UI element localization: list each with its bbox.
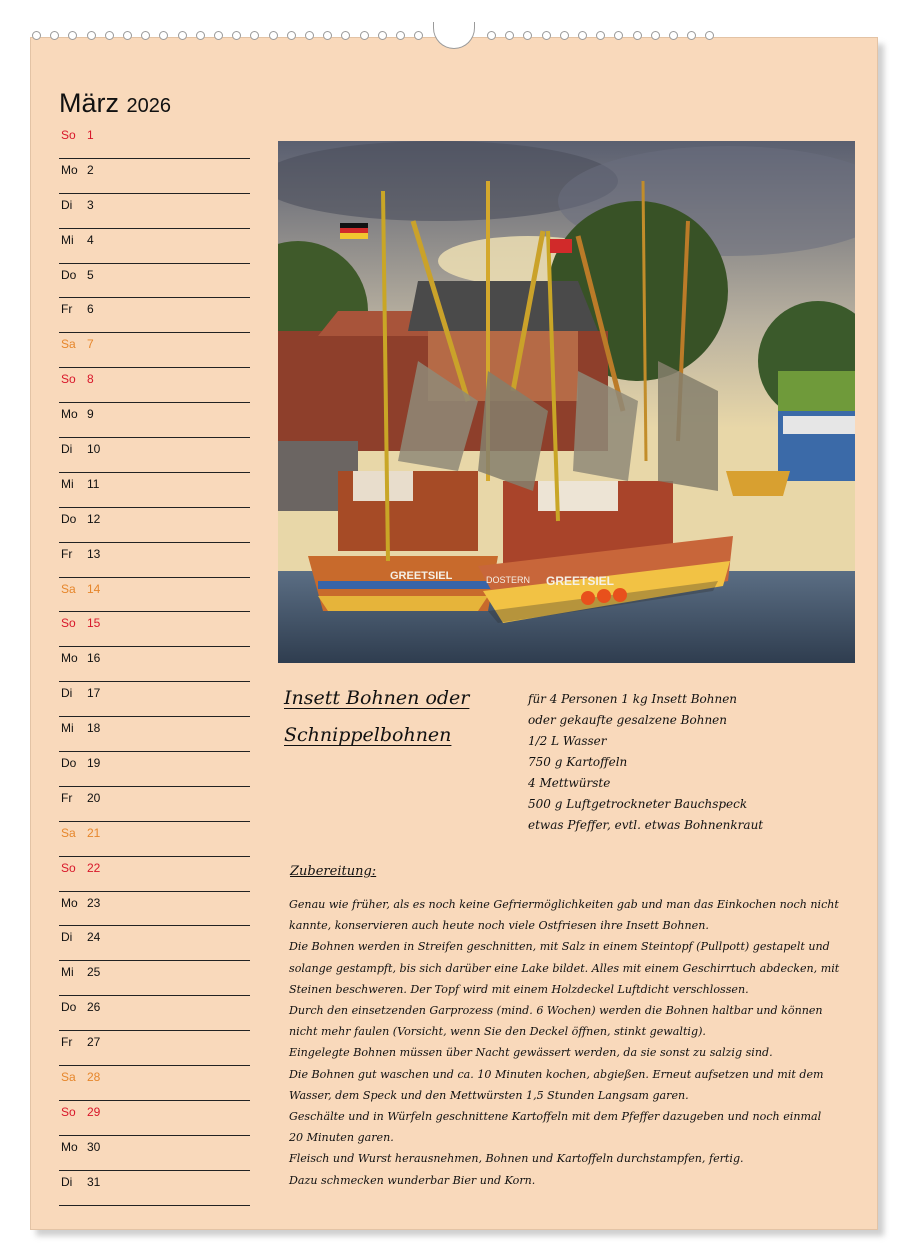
binding-hole	[159, 31, 168, 40]
day-number: 1	[87, 128, 94, 142]
prep-line: Geschälte und in Würfeln geschnittene Kartoffeln mit dem Pfeffer dazugeben und noch einmal	[289, 1110, 822, 1124]
binding-hole	[232, 31, 241, 40]
day-number: 18	[87, 721, 101, 736]
binding-hole	[250, 31, 259, 40]
prep-line: Die Bohnen gut waschen und ca. 10 Minuten kochen, abgießen. Erneut aufsetzen und mit dem	[289, 1067, 824, 1081]
day-number: 19	[87, 756, 101, 771]
binding-hole	[287, 31, 296, 40]
ingredients-list	[528, 689, 763, 836]
day-row	[59, 717, 250, 752]
binding-hole	[178, 31, 187, 40]
day-number: 7	[87, 337, 94, 352]
prep-line: nicht mehr faulen (Vorsicht, wenn Sie den Deckel öffnen, stinkt gewaltig).	[289, 1025, 706, 1039]
prep-line: Die Bohnen werden in Streifen geschnitten, mit Salz in einem Steintopf (Pullpott) gestapelt und	[289, 940, 830, 954]
day-row	[59, 857, 250, 892]
binding-hole	[341, 31, 350, 40]
day-name: Mi	[61, 476, 74, 491]
day-row	[59, 961, 250, 996]
ingredient-line: etwas Pfeffer, evtl. etwas Bohnenkraut	[528, 818, 764, 832]
day-name: Di	[61, 1174, 73, 1189]
recipe-title-line-1: Insett Bohnen oder	[284, 687, 470, 709]
binding-hole	[360, 31, 369, 40]
day-row	[59, 996, 250, 1031]
day-number: 20	[87, 790, 101, 805]
binding-hole	[269, 31, 278, 40]
day-number: 16	[87, 651, 101, 666]
day-row	[59, 1171, 250, 1206]
day-number: 10	[87, 442, 101, 457]
fishing-boats-image	[278, 141, 855, 663]
day-row	[59, 926, 250, 961]
ingredient-line: für 4 Personen 1 kg Insett Bohnen	[528, 692, 738, 706]
day-number: 24	[87, 930, 101, 945]
prep-line: Steinen beschweren. Der Topf wird mit einem Holzdeckel Luftdicht verschlossen.	[289, 982, 749, 996]
day-row	[59, 682, 250, 717]
day-number: 31	[87, 1174, 101, 1189]
binding-hole	[578, 31, 587, 40]
binding-hole	[523, 31, 532, 40]
prep-line: solange gestampft, bis sich darüber eine Lake bildet. Alles mit einem Geschirrtuch abdecken, mit	[289, 961, 840, 975]
day-name: Di	[61, 442, 73, 457]
day-name: Mo	[61, 162, 78, 177]
day-row	[59, 403, 250, 438]
day-row	[59, 1031, 250, 1066]
binding-hole	[614, 31, 623, 40]
day-name: Mi	[61, 232, 74, 247]
prep-line: kannte, konservieren auch heute noch viele Ostfriesen ihre Insett Bohnen.	[289, 919, 709, 933]
ingredient-line: oder gekaufte gesalzene Bohnen	[528, 713, 728, 727]
day-row	[59, 892, 250, 927]
binding-hole	[669, 31, 678, 40]
day-row	[59, 194, 250, 229]
day-name: Mi	[61, 965, 74, 980]
day-name: Do	[61, 1000, 77, 1015]
prep-line: Dazu schmecken wunderbar Bier und Korn.	[289, 1173, 536, 1187]
day-name: Do	[61, 756, 77, 771]
day-name: Di	[61, 686, 73, 701]
ingredient-line: 4 Mettwürste	[528, 776, 611, 790]
day-row	[59, 368, 250, 403]
day-number: 14	[87, 581, 101, 596]
day-name: Sa	[61, 581, 76, 596]
day-number: 29	[87, 1104, 101, 1119]
ingredient-line: 750 g Kartoffeln	[528, 755, 628, 769]
day-number: 15	[87, 616, 101, 631]
day-name: Mi	[61, 721, 74, 736]
day-number: 25	[87, 965, 101, 980]
day-number: 5	[87, 267, 94, 282]
binding-hole	[305, 31, 314, 40]
binding-hole	[87, 31, 96, 40]
day-number: 17	[87, 686, 101, 701]
day-number: 2	[87, 162, 94, 177]
day-name: Fr	[61, 546, 73, 561]
binding-hole	[196, 31, 205, 40]
day-number: 13	[87, 546, 101, 561]
day-name: Fr	[61, 302, 73, 317]
binding-hole	[323, 31, 332, 40]
binding-hole	[105, 31, 114, 40]
ingredient-line: 500 g Luftgetrockneter Bauchspeck	[528, 797, 748, 811]
binding-hole	[633, 31, 642, 40]
month-title	[59, 88, 171, 119]
day-row	[59, 1066, 250, 1101]
day-number: 11	[87, 476, 100, 491]
prep-line: 20 Minuten garen.	[289, 1131, 394, 1145]
prep-line: Durch den einsetzenden Garprozess (mind. 6 Wochen) werden die Bohnen haltbar und können	[289, 1004, 823, 1018]
boat-name-secondary: DOSTERN	[486, 575, 531, 585]
binding-hole	[560, 31, 569, 40]
day-row	[59, 159, 250, 194]
day-name: Di	[61, 197, 73, 212]
day-name: Mo	[61, 407, 78, 422]
day-row	[59, 1136, 250, 1171]
day-row	[59, 543, 250, 578]
month-name: März	[59, 88, 119, 118]
harbor-photo	[278, 141, 855, 663]
binding-hole	[505, 31, 514, 40]
day-row	[59, 473, 250, 508]
day-number: 22	[87, 860, 101, 875]
day-number: 30	[87, 1139, 101, 1154]
day-row	[59, 752, 250, 787]
day-row	[59, 298, 250, 333]
day-row	[59, 612, 250, 647]
binding-hole	[141, 31, 150, 40]
day-number: 26	[87, 1000, 101, 1015]
day-name: Fr	[61, 790, 73, 805]
day-row	[59, 822, 250, 857]
binding-hole	[487, 31, 496, 40]
day-name: So	[61, 128, 76, 142]
day-name: Mo	[61, 651, 78, 666]
binding-hole	[651, 31, 660, 40]
day-row	[59, 1101, 250, 1136]
day-number: 8	[87, 372, 94, 387]
prep-line: Genau wie früher, als es noch keine Gefriermöglichkeiten gab und man das Einkochen noch nicht	[289, 898, 839, 911]
day-name: So	[61, 372, 76, 387]
binding-hole	[542, 31, 551, 40]
prep-line: Fleisch und Wurst herausnehmen, Bohnen und Kartoffeln durchstampfen, fertig.	[289, 1152, 744, 1166]
prep-heading: Zubereitung:	[290, 864, 377, 879]
day-name: So	[61, 1104, 76, 1119]
ingredient-line: 1/2 L Wasser	[528, 734, 607, 748]
day-row	[59, 438, 250, 473]
day-row	[59, 578, 250, 613]
prep-line: Eingelegte Bohnen müssen über Nacht gewässert werden, da sie sonst zu salzig sind.	[289, 1046, 773, 1060]
day-number: 23	[87, 895, 101, 910]
day-name: Mo	[61, 1139, 78, 1154]
day-row	[59, 787, 250, 822]
day-number: 4	[87, 232, 94, 247]
binding-hole	[396, 31, 405, 40]
day-name: Fr	[61, 1035, 73, 1050]
day-row	[59, 333, 250, 368]
binding-hole	[123, 31, 132, 40]
day-name: Sa	[61, 825, 76, 840]
day-number: 9	[87, 407, 94, 422]
day-number: 21	[87, 825, 101, 840]
day-number: 6	[87, 302, 94, 317]
boat-name-right: GREETSIEL	[546, 574, 615, 588]
day-row	[59, 647, 250, 682]
prep-line: Wasser, dem Speck und den Mettwürsten 1,5 Stunden Langsam garen.	[289, 1088, 689, 1102]
day-name: So	[61, 616, 76, 631]
binding-hole	[414, 31, 423, 40]
day-number: 28	[87, 1070, 101, 1085]
binding-hole	[214, 31, 223, 40]
boat-name-left: GREETSIEL	[390, 570, 453, 582]
day-name: Do	[61, 267, 77, 282]
day-name: Do	[61, 511, 77, 526]
binding-hole	[50, 31, 59, 40]
day-name: So	[61, 860, 76, 875]
year-label: 2026	[126, 95, 172, 117]
day-number: 27	[87, 1035, 101, 1050]
prep-text	[289, 894, 851, 1191]
day-name: Sa	[61, 1070, 76, 1085]
day-row	[59, 264, 250, 299]
day-row	[59, 508, 250, 543]
day-row	[59, 124, 250, 159]
day-number: 3	[87, 197, 94, 212]
binding-hole	[687, 31, 696, 40]
day-list	[59, 124, 250, 1206]
binding-hole	[705, 31, 714, 40]
recipe-title-line-2: Schnippelbohnen	[284, 724, 452, 746]
day-row	[59, 229, 250, 264]
binding-hole	[378, 31, 387, 40]
day-name: Mo	[61, 895, 78, 910]
day-number: 12	[87, 511, 101, 526]
recipe-title	[284, 680, 504, 754]
binding-hole	[32, 31, 41, 40]
day-name: Di	[61, 930, 73, 945]
binding-hole	[596, 31, 605, 40]
binding-hole	[68, 31, 77, 40]
day-name: Sa	[61, 337, 76, 352]
